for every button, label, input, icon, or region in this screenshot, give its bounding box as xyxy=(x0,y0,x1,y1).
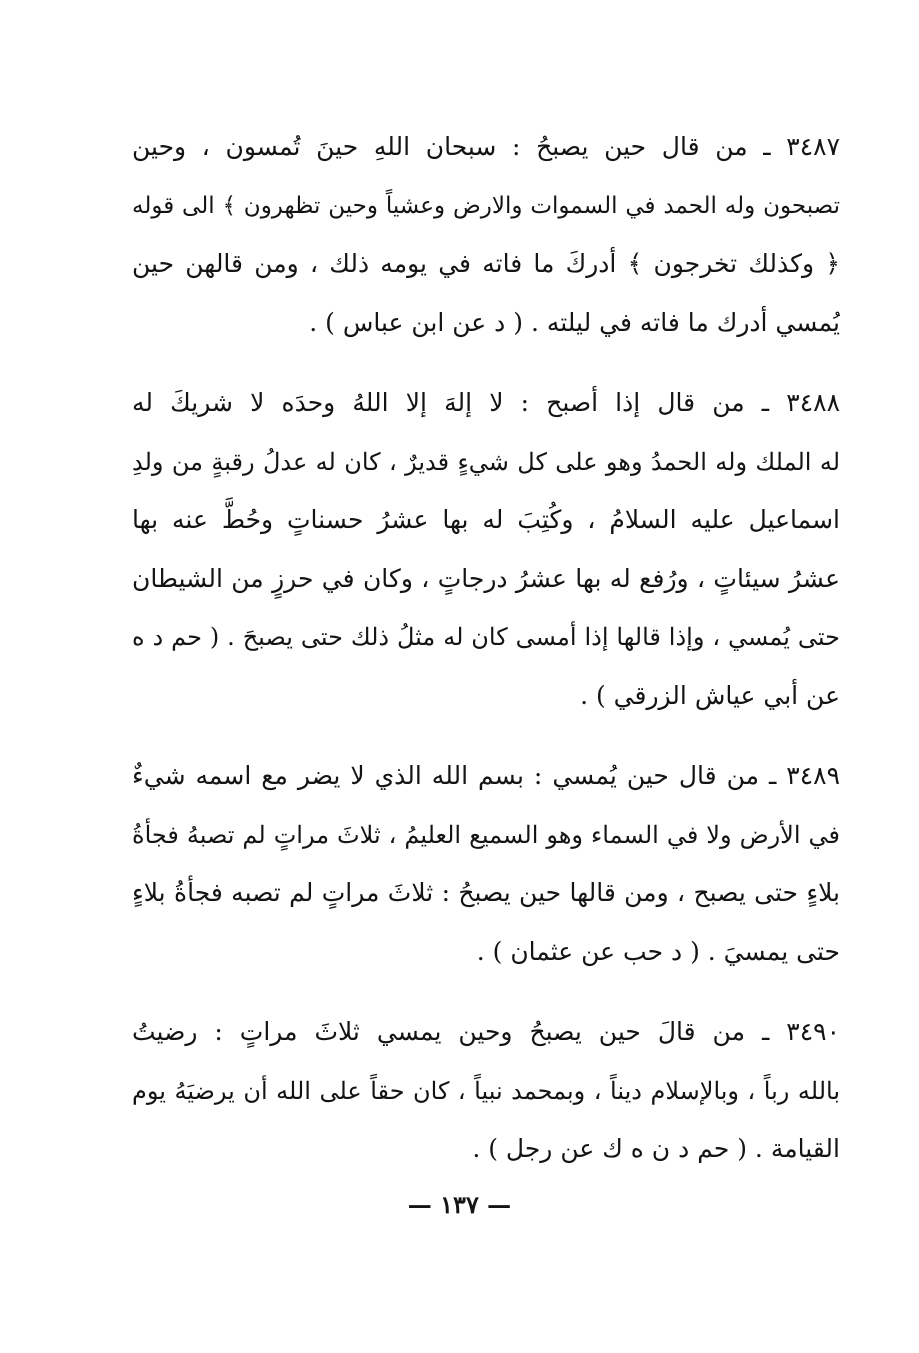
page-number: — ١٣٧ — xyxy=(407,1190,512,1219)
text-line: القيامة . ( حم د ن ه ك عن رجل ) . xyxy=(472,1134,840,1163)
hadith-entry-3490 xyxy=(132,1003,840,1179)
text-line: حتى يُمسي ، وإذا قالها إذا أمسى كان له مثلُ ذلك حتى يصبحَ . ( حم د ه xyxy=(132,623,840,651)
text-line: عن أبي عياش الزرقي ) . xyxy=(580,680,840,710)
text-line: ٣٤٨٨ ـ من قال إذا أصبح : لا إلهَ إلا اللهُ وحدَه لا شريكَ له xyxy=(132,388,840,417)
hadith-entry-3488 xyxy=(132,374,840,725)
hadith-entry-3487 xyxy=(132,118,840,352)
text-line: ٣٤٨٩ ـ من قال حين يُمسي : بسم الله الذي لا يضر مع اسمه شيءٌ xyxy=(132,761,840,790)
page-body xyxy=(132,118,840,1201)
text-line: ٣٤٩٠ ـ من قالَ حين يصبحُ وحين يمسي ثلاثَ مراتٍ : رضيتُ xyxy=(132,1017,840,1046)
text-line: في الأرض ولا في السماء وهو السميع العليمُ ، ثلاثَ مراتٍ لم تصبهُ فجأةُ xyxy=(132,820,840,849)
text-line: عشرُ سيئاتٍ ، ورُفع له بها عشرُ درجاتٍ ، وكان في حرزٍ من الشيطان xyxy=(132,563,840,593)
text-line: اسماعيل عليه السلامُ ، وكُتِبَ له بها عشرُ حسناتٍ وحُطَّ عنه بها xyxy=(132,505,840,534)
text-line: يُمسي أدرك ما فاته في ليلته . ( د عن ابن عباس ) . xyxy=(309,307,840,337)
text-line: ﴿ وكذلك تخرجون ﴾ أدركَ ما فاته في يومه ذلك ، ومن قالهن حين xyxy=(132,249,840,278)
text-line: تصبحون وله الحمد في السموات والارض وعشياً وحين تظهرون ﴾ الى قوله xyxy=(132,192,840,219)
text-line: ٣٤٨٧ ـ من قال حين يصبحُ : سبحان اللهِ حينَ تُمسون ، وحين xyxy=(132,132,840,161)
text-line: له الملك وله الحمدُ وهو على كل شيءٍ قديرٌ ، كان له عدلُ رقبةٍ من ولدِ xyxy=(132,447,840,476)
text-line: بالله رباً ، وبالإسلام ديناً ، وبمحمد نبياً ، كان حقاً على الله أن يرضيَهُ يوم xyxy=(132,1076,840,1105)
text-line: بلاءٍ حتى يصبح ، ومن قالها حين يصبحُ : ثلاثَ مراتٍ لم تصبه فجأةُ بلاءٍ xyxy=(132,878,840,907)
hadith-entry-3489 xyxy=(132,747,840,981)
text-line: حتى يمسيَ . ( د حب عن عثمان ) . xyxy=(476,936,840,966)
